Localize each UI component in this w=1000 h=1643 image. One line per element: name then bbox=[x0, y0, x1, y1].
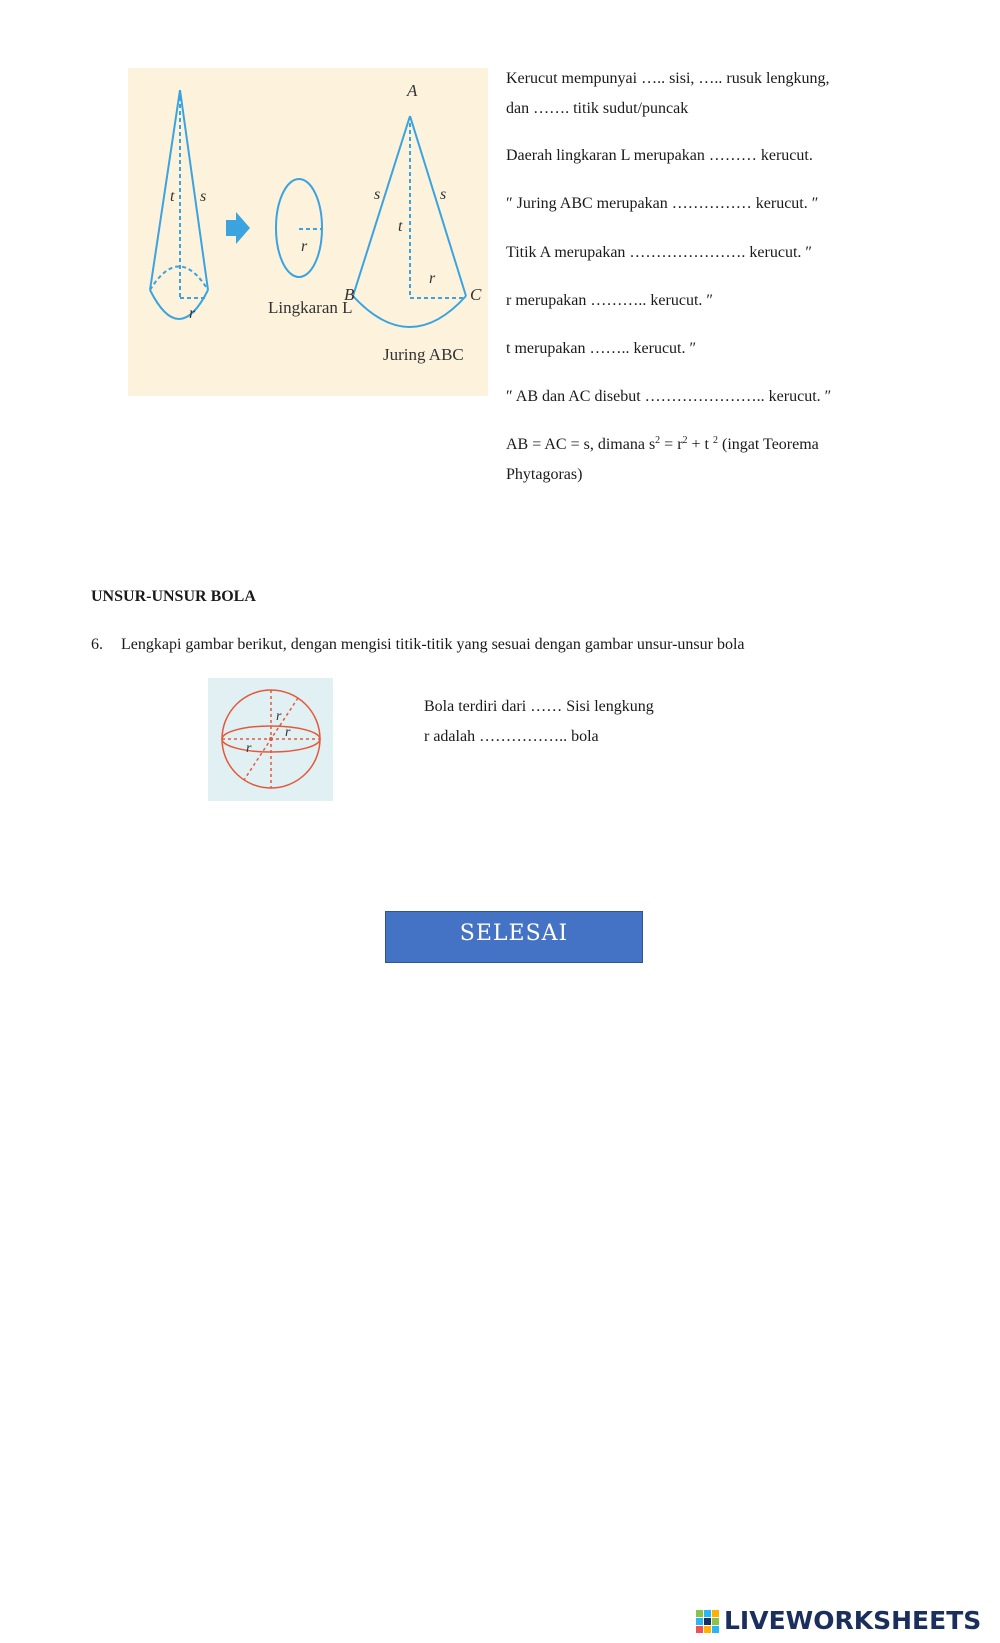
sphere-label-r-top: r bbox=[276, 709, 282, 724]
question-3: ″ Juring ABC merupakan …………… kerucut. ″ bbox=[506, 195, 819, 212]
question-1-line-2: dan ……. titik sudut/puncak bbox=[506, 100, 689, 117]
sector-abc-diagram bbox=[353, 116, 466, 327]
sphere-label-r-middle: r bbox=[285, 725, 291, 740]
question-1-line-1: Kerucut mempunyai ….. sisi, ….. rusuk lengkung, bbox=[506, 70, 830, 87]
question-2: Daerah lingkaran L merupakan ……… kerucut. bbox=[506, 147, 813, 164]
sector-label-b: B bbox=[344, 285, 355, 304]
sphere-question-2: r adalah …………….. bola bbox=[424, 728, 599, 745]
sphere-figure bbox=[208, 678, 333, 801]
sphere-instruction: Lengkapi gambar berikut, dengan mengisi titik-titik yang sesuai dengan gambar unsur-unsur bola bbox=[121, 636, 745, 653]
sector-label-s-left: s bbox=[374, 186, 381, 203]
question-number: 6. bbox=[91, 636, 103, 653]
question-6: t merupakan …….. kerucut. ″ bbox=[506, 340, 697, 357]
sector-label-t: t bbox=[398, 218, 403, 235]
sector-label-s-right: s bbox=[440, 186, 447, 203]
section-heading: UNSUR-UNSUR BOLA bbox=[91, 588, 256, 605]
finish-button[interactable]: SELESAI bbox=[385, 911, 643, 963]
circle-label-r: r bbox=[301, 238, 308, 255]
cone-label-r: r bbox=[189, 305, 196, 322]
sector-label-c: C bbox=[470, 285, 482, 304]
formula-line-1: AB = AC = s, dimana $s^2 = r^2 + t$ $^2$ (ingat Teorema bbox=[506, 435, 819, 453]
question-5: r merupakan ……….. kerucut. ″ bbox=[506, 292, 714, 309]
cone-net-figure bbox=[128, 68, 488, 396]
sector-label-r: r bbox=[429, 270, 436, 287]
arrow-right-icon bbox=[226, 212, 250, 244]
question-7: ″ AB dan AC disebut ………………….. kerucut. ″ bbox=[506, 388, 832, 405]
cone-label-s: s bbox=[200, 188, 207, 205]
sector-caption: Juring ABC bbox=[383, 345, 464, 364]
logo-grid-icon bbox=[696, 1610, 720, 1634]
brand-name: LIVEWORKSHEETS bbox=[724, 1606, 982, 1635]
circle-caption: Lingkaran L bbox=[268, 298, 353, 317]
sector-label-a: A bbox=[407, 81, 418, 100]
sphere-label-r-left: r bbox=[246, 741, 252, 756]
question-4: Titik A merupakan …………………. kerucut. ″ bbox=[506, 244, 813, 261]
formula-line-2: Phytagoras) bbox=[506, 466, 583, 483]
sphere-question-1: Bola terdiri dari …… Sisi lengkung bbox=[424, 698, 654, 715]
cone-label-t: t bbox=[170, 188, 175, 205]
